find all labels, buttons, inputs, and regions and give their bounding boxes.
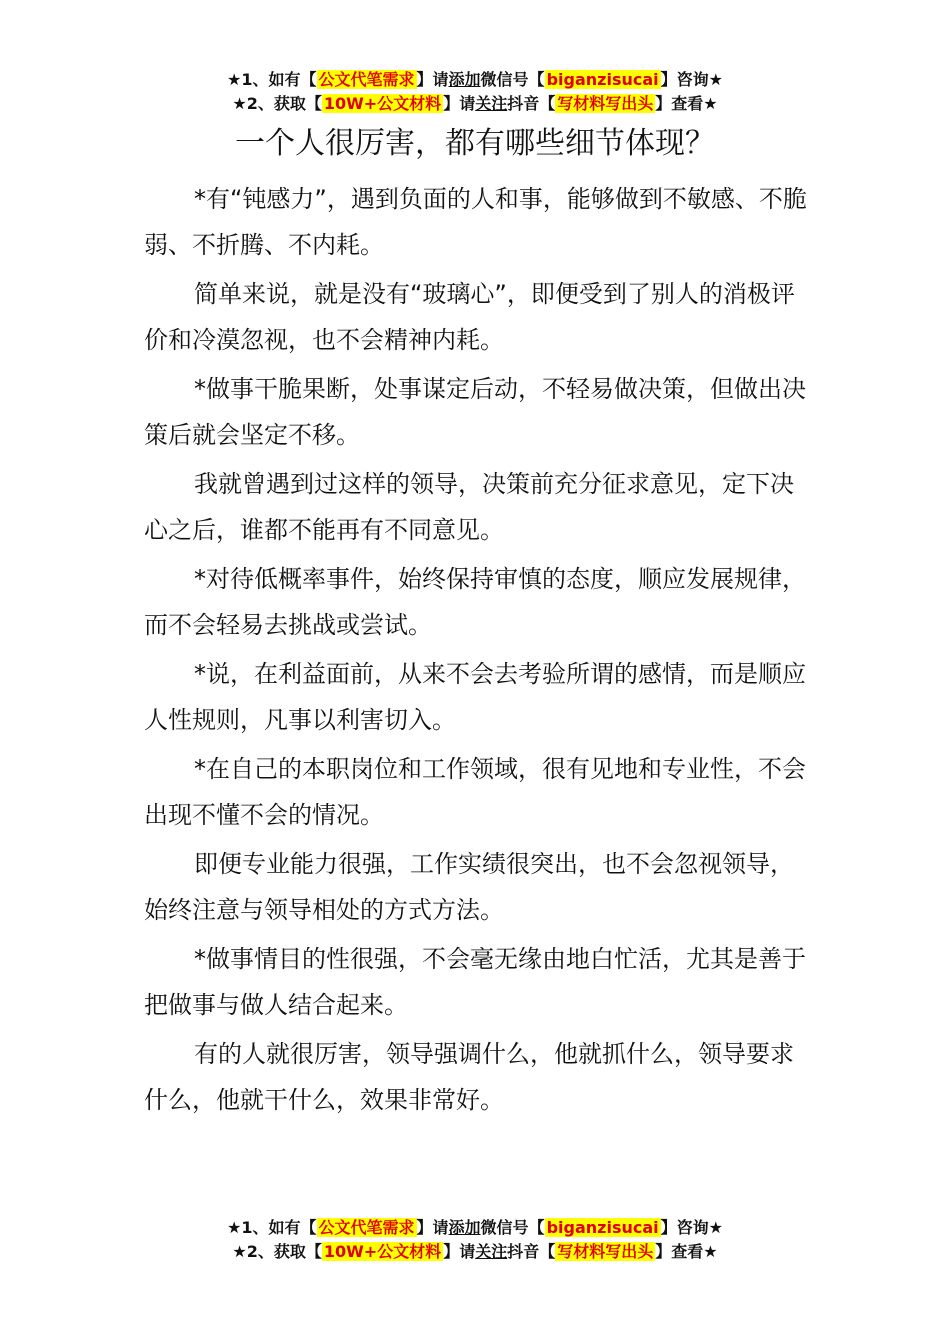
article-body	[144, 176, 812, 1126]
banner-highlight: 写材料写出头	[557, 94, 654, 113]
banner-highlight: 公文代笔需求	[318, 1218, 415, 1237]
paragraph: 即便专业能力很强，工作实绩很突出，也不会忽视领导，始终注意与领导相处的方式方法。	[144, 850, 794, 924]
banner-line-2: ★2、获取【 10W+公文材料 】请关注抖音【 写材料写出头 】查看★	[232, 94, 718, 113]
banner-highlight: 写材料写出头	[557, 1242, 654, 1261]
paragraph: 简单来说，就是没有“玻璃心”，即便受到了别人的消极评价和冷漠忽视，也不会精神内耗。	[144, 280, 795, 354]
banner-line-2: ★2、获取【 10W+公文材料 】请关注抖音【 写材料写出头 】查看★	[232, 1242, 718, 1261]
banner-highlight: 10W+公文材料	[323, 94, 442, 113]
paragraph: *有“钝感力”，遇到负面的人和事，能够做到不敏感、不脆弱、不折腾、不内耗。	[144, 185, 807, 259]
banner-highlight: biganzisucai	[546, 70, 659, 89]
paragraph: *做事情目的性很强，不会毫无缘由地白忙活，尤其是善于把做事与做人结合起来。	[144, 945, 806, 1019]
banner-highlight: 公文代笔需求	[318, 70, 415, 89]
header-banner	[0, 68, 950, 116]
page-title: 一个人很厉害，都有哪些细节体现？	[235, 126, 715, 161]
footer-banner	[0, 1216, 950, 1264]
paragraph: *做事干脆果断，处事谋定后动，不轻易做决策，但做出决策后就会坚定不移。	[144, 375, 806, 449]
paragraph: *对待低概率事件，始终保持审慎的态度，顺应发展规律，而不会轻易去挑战或尝试。	[144, 565, 806, 639]
banner-highlight: biganzisucai	[546, 1218, 659, 1237]
banner-highlight: 10W+公文材料	[323, 1242, 442, 1261]
paragraph: 我就曾遇到过这样的领导，决策前充分征求意见，定下决心之后，谁都不能再有不同意见。	[144, 470, 794, 544]
paragraph: 有的人就很厉害，领导强调什么，他就抓什么，领导要求什么，他就干什么，效果非常好。	[144, 1040, 794, 1114]
paragraph: *说，在利益面前，从来不会去考验所谓的感情，而是顺应人性规则，凡事以利害切入。	[144, 660, 806, 734]
paragraph: *在自己的本职岗位和工作领域，很有见地和专业性，不会出现不懂不会的情况。	[144, 755, 806, 829]
banner-line-1: ★1、如有【 公文代笔需求 】请添加微信号【 biganzisucai 】咨询★	[227, 70, 723, 89]
banner-line-1: ★1、如有【 公文代笔需求 】请添加微信号【 biganzisucai 】咨询★	[227, 1218, 723, 1237]
